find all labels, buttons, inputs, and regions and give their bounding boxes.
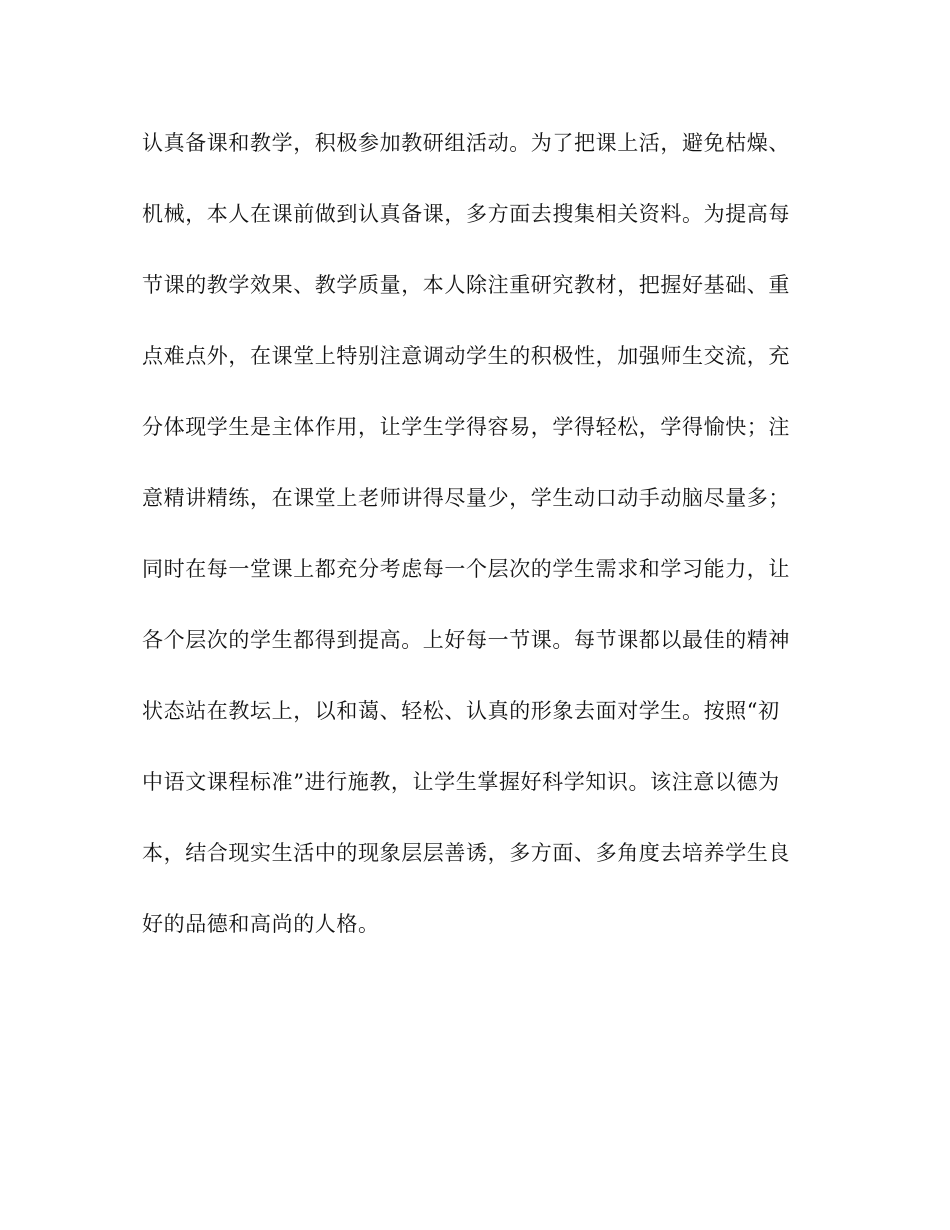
- paragraph-line-5: 分体现学生是主体作用，让学生学得容易，学得轻松，学得愉快；注: [142, 415, 790, 439]
- paragraph-line-7: 同时在每一堂课上都充分考虑每一个层次的学生需求和学习能力，让: [142, 557, 790, 581]
- paragraph-line-8: 各个层次的学生都得到提高。上好每一节课。每节课都以最佳的精神: [142, 628, 790, 652]
- paragraph-line-2: 机械，本人在课前做到认真备课，多方面去搜集相关资料。为提高每: [142, 202, 790, 226]
- paragraph-line-9: 状态站在教坛上，以和蔼、轻松、认真的形象去面对学生。按照“初: [142, 699, 780, 723]
- body-paragraph: [142, 123, 812, 975]
- paragraph-line-12: 好的品德和高尚的人格。: [142, 912, 380, 936]
- paragraph-line-11: 本，结合现实生活中的现象层层善诱，多方面、多角度去培养学生良: [142, 841, 790, 865]
- paragraph-line-6: 意精讲精练，在课堂上老师讲得尽量少，学生动口动手动脑尽量多；: [142, 486, 790, 510]
- paragraph-line-3: 节课的教学效果、教学质量，本人除注重研究教材，把握好基础、重: [142, 273, 790, 297]
- paragraph-line-4: 点难点外，在课堂上特别注意调动学生的积极性，加强师生交流，充: [142, 344, 790, 368]
- paragraph-line-1: 认真备课和教学，积极参加教研组活动。为了把课上活，避免枯燥、: [142, 131, 790, 155]
- paragraph-line-10: 中语文课程标准”进行施教，让学生掌握好科学知识。该注意以德为: [142, 770, 780, 794]
